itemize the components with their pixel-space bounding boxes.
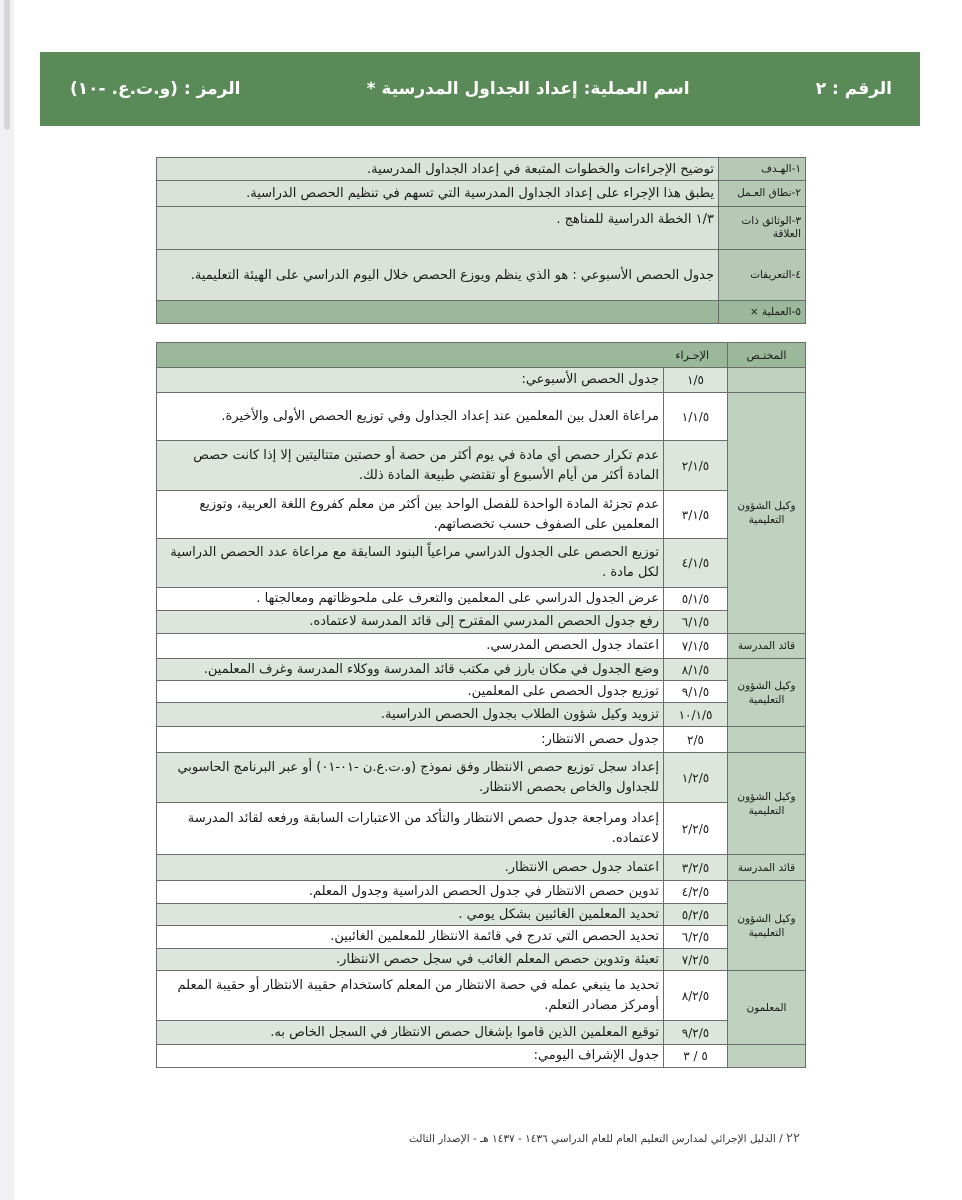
step-text: جدول الإشراف اليومي: — [157, 1045, 664, 1068]
table-row — [157, 634, 806, 659]
info-label: ٤-التعريفات — [719, 250, 806, 301]
responsible-cell — [728, 1045, 806, 1068]
info-label: ٥-العملية × — [719, 301, 806, 324]
step-text: توزيع الحصص على الجدول الدراسي مراعياً البنود السابقة مع مراعاة عدد الحصص الدراسية لكل مادة . — [157, 539, 664, 588]
page-number: ٢٢ — [786, 1131, 800, 1146]
step-text: عدم تكرار حصص أي مادة في يوم أكثر من حصة أو حصتين متتاليتين إلا إذا كانت حصص المادة أكثر من أيام الأسبوع أو تقتضي طبيعة المادة ذلك. — [157, 441, 664, 491]
step-number: ١/٥ — [664, 368, 728, 393]
scroll-tab — [4, 0, 10, 130]
table-header-row — [157, 343, 806, 368]
page-footer — [300, 1131, 800, 1146]
info-row-goal — [157, 158, 806, 181]
step-number: ٢/٥ — [664, 727, 728, 753]
info-row-process — [157, 301, 806, 324]
step-number: ٧/٢/٥ — [664, 949, 728, 971]
step-number: ٢/١/٥ — [664, 441, 728, 491]
step-text: اعتماد جدول حصص الانتظار. — [157, 855, 664, 881]
table-row — [157, 659, 806, 681]
process-number: الرقم : ٢ — [815, 79, 892, 99]
table-row — [157, 681, 806, 703]
step-number: ١/٢/٥ — [664, 753, 728, 803]
info-value: جدول الحصص الأسبوعي : هو الذي ينظم ويوزع الحصص خلال اليوم الدراسي على الهيئة التعليمية. — [157, 250, 719, 301]
step-text: وضع الجدول في مكان بارز في مكتب قائد المدرسة ووكلاء المدرسة وغرف المعلمين. — [157, 659, 664, 681]
info-value: يطبق هذا الإجراء على إعداد الجداول المدرسية التي تسهم في تنظيم الحصص الدراسية. — [157, 181, 719, 207]
step-text: توقيع المعلمين الذين قاموا بإشغال حصص الانتظار في السجل الخاص به. — [157, 1021, 664, 1045]
info-label: ٢-نطاق العـمل — [719, 181, 806, 207]
info-value: توضيح الإجراءات والخطوات المتبعة في إعداد الجداول المدرسية. — [157, 158, 719, 181]
table-row — [157, 971, 806, 1021]
responsible-cell — [728, 727, 806, 753]
step-text: عدم تجزئة المادة الواحدة للفصل الواحد بين أكثر من معلم كفروع اللغة العربية، وتوزيع المعلمين على الصفوف حسب تخصصاتهم. — [157, 491, 664, 539]
table-row — [157, 491, 806, 539]
step-text: تحديد الحصص التي تدرج في قائمة الانتظار للمعلمين الغائبين. — [157, 926, 664, 949]
header-procedure: الإجـراء — [157, 343, 728, 368]
table-row — [157, 949, 806, 971]
step-text: إعداد سجل توزيع حصص الانتظار وفق نموذج (و.ت.ع.ن -٠١-٠١) أو عبر البرنامج الحاسوبي للجداول والخاص بحصص الانتظار. — [157, 753, 664, 803]
table-row — [157, 904, 806, 926]
info-row-definitions — [157, 250, 806, 301]
step-number: ٥/٢/٥ — [664, 904, 728, 926]
info-value: ١/٣ الخطة الدراسية للمناهج . — [157, 207, 719, 250]
info-label: ١-الهـدف — [719, 158, 806, 181]
step-number: ٢/٢/٥ — [664, 803, 728, 855]
step-number: ٨/١/٥ — [664, 659, 728, 681]
table-row — [157, 441, 806, 491]
step-number: ١٠/١/٥ — [664, 703, 728, 727]
header-responsible: المختـص — [728, 343, 806, 368]
responsible-cell: قائد المدرسة — [728, 634, 806, 659]
step-number: ٧/١/٥ — [664, 634, 728, 659]
responsible-cell: وكيل الشؤون التعليمية — [728, 659, 806, 727]
step-number: ٣/٢/٥ — [664, 855, 728, 881]
step-text: اعتماد جدول الحصص المدرسي. — [157, 634, 664, 659]
responsible-cell: قائد المدرسة — [728, 855, 806, 881]
footer-text: الدليل الإجرائي لمدارس التعليم العام للعام الدراسي ١٤٣٦ - ١٤٣٧ هـ - الإصدار الثالث — [408, 1133, 776, 1145]
responsible-cell: وكيل الشؤون التعليمية — [728, 393, 806, 634]
table-row — [157, 393, 806, 441]
table-row — [157, 753, 806, 803]
info-row-documents — [157, 207, 806, 250]
process-banner — [40, 52, 920, 126]
table-row — [157, 611, 806, 634]
step-text: إعداد ومراجعة جدول حصص الانتظار والتأكد من الاعتبارات السابقة ورفعه لقائد المدرسة لاعتماده. — [157, 803, 664, 855]
step-number: ٥ / ٣ — [664, 1045, 728, 1068]
process-title: اسم العملية: إعداد الجداول المدرسية * — [366, 79, 690, 99]
responsible-cell: وكيل الشؤون التعليمية — [728, 753, 806, 855]
procedure-table — [156, 342, 806, 1068]
step-text: تزويد وكيل شؤون الطلاب بجدول الحصص الدراسية. — [157, 703, 664, 727]
table-row — [157, 703, 806, 727]
step-number: ٦/١/٥ — [664, 611, 728, 634]
info-row-scope — [157, 181, 806, 207]
table-row — [157, 368, 806, 393]
step-text: رفع جدول الحصص المدرسي المقترح إلى قائد المدرسة لاعتماده. — [157, 611, 664, 634]
table-row — [157, 803, 806, 855]
step-number: ١/١/٥ — [664, 393, 728, 441]
table-row — [157, 1021, 806, 1045]
step-text: جدول الحصص الأسبوعي: — [157, 368, 664, 393]
info-value — [157, 301, 719, 324]
table-row — [157, 539, 806, 588]
step-number: ٤/١/٥ — [664, 539, 728, 588]
table-row — [157, 926, 806, 949]
step-number: ٩/١/٥ — [664, 681, 728, 703]
info-table — [156, 157, 806, 324]
info-label: ٣-الوثائق ذات العلاقة — [719, 207, 806, 250]
responsible-cell: وكيل الشؤون التعليمية — [728, 881, 806, 971]
table-row — [157, 1045, 806, 1068]
table-row — [157, 588, 806, 611]
step-text: تدوين حصص الانتظار في جدول الحصص الدراسية وجدول المعلم. — [157, 881, 664, 904]
step-text: توزيع جدول الحصص على المعلمين. — [157, 681, 664, 703]
step-number: ٥/١/٥ — [664, 588, 728, 611]
step-text: عرض الجدول الدراسي على المعلمين والتعرف على ملحوظاتهم ومعالجتها . — [157, 588, 664, 611]
responsible-cell: المعلمون — [728, 971, 806, 1045]
process-name: إعداد الجداول المدرسية — [381, 79, 578, 99]
star-mark: * — [366, 79, 376, 99]
table-row — [157, 727, 806, 753]
step-text: تحديد المعلمين الغائبين بشكل يومي . — [157, 904, 664, 926]
step-number: ٨/٢/٥ — [664, 971, 728, 1021]
table-row — [157, 881, 806, 904]
step-text: تحديد ما ينبغي عمله في حصة الانتظار من المعلم كاستخدام حقيبة الانتظار أو حقيبة المعلم أومركز مصادر التعلم. — [157, 971, 664, 1021]
step-number: ٦/٢/٥ — [664, 926, 728, 949]
step-number: ٤/٢/٥ — [664, 881, 728, 904]
table-row — [157, 855, 806, 881]
step-text: جدول حصص الانتظار: — [157, 727, 664, 753]
responsible-cell — [728, 368, 806, 393]
step-number: ٣/١/٥ — [664, 491, 728, 539]
step-number: ٩/٢/٥ — [664, 1021, 728, 1045]
step-text: تعبئة وتدوين حصص المعلم الغائب في سجل حصص الانتظار. — [157, 949, 664, 971]
step-text: مراعاة العدل بين المعلمين عند إعداد الجداول وفي توزيع الحصص الأولى والأخيرة. — [157, 393, 664, 441]
footer-separator: / — [775, 1133, 783, 1145]
process-code: الرمز : (و.ت.ع. -١٠) — [70, 79, 241, 99]
page-edge — [0, 0, 14, 1200]
